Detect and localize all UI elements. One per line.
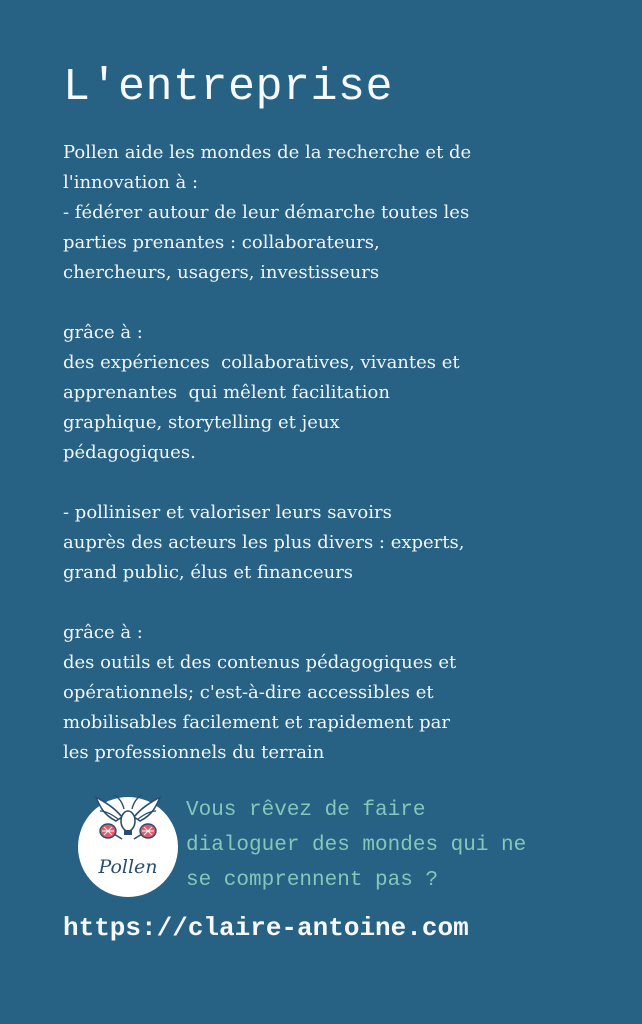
bulb-with-wings-logo-icon <box>72 787 184 899</box>
text-line: les professionnels du terrain <box>63 742 325 763</box>
text-line: auprès des acteurs les plus divers : experts, <box>63 532 465 553</box>
text-line: l'innovation à : <box>63 172 199 193</box>
text-line: - fédérer autour de leur démarche toutes les <box>63 202 470 223</box>
text-line: graphique, storytelling et jeux <box>63 412 340 433</box>
pollen-logo <box>72 787 184 899</box>
paragraph-gap <box>63 468 603 498</box>
description <box>63 138 603 768</box>
text-line: mobilisables facilement et rapidement par <box>63 712 450 733</box>
logo-wordmark: Pollen <box>98 856 158 878</box>
paragraph <box>63 498 603 588</box>
text-line: - polliniser et valoriser leurs savoirs <box>63 502 392 523</box>
website-link[interactable]: https://claire-antoine.com <box>63 913 469 943</box>
text-line: des expériences collaboratives, vivantes et <box>63 352 460 373</box>
text-line: Pollen aide les mondes de la recherche et de <box>63 142 472 163</box>
text-line: grâce à : <box>63 622 143 643</box>
paragraph <box>63 138 603 288</box>
text-line: parties prenantes : collaborateurs, <box>63 232 380 253</box>
text-line: grâce à : <box>63 322 143 343</box>
text-line: opérationnels; c'est-à-dire accessibles et <box>63 682 434 703</box>
text-line: des outils et des contenus pédagogiques et <box>63 652 457 673</box>
paragraph <box>63 318 603 468</box>
tagline-line: dialoguer des mondes qui ne <box>186 834 527 857</box>
text-line: pédagogiques. <box>63 442 196 463</box>
tagline-line: Vous rêvez de faire <box>186 799 426 822</box>
text-line: grand public, élus et financeurs <box>63 562 354 583</box>
page-title: L'entreprise <box>63 62 394 113</box>
tagline <box>186 793 626 898</box>
paragraph-gap <box>63 288 603 318</box>
text-line: apprenantes qui mêlent facilitation <box>63 382 390 403</box>
paragraph <box>63 618 603 768</box>
paragraph-gap <box>63 588 603 618</box>
tagline-line: se comprennent pas ? <box>186 869 439 892</box>
text-line: chercheurs, usagers, investisseurs <box>63 262 380 283</box>
